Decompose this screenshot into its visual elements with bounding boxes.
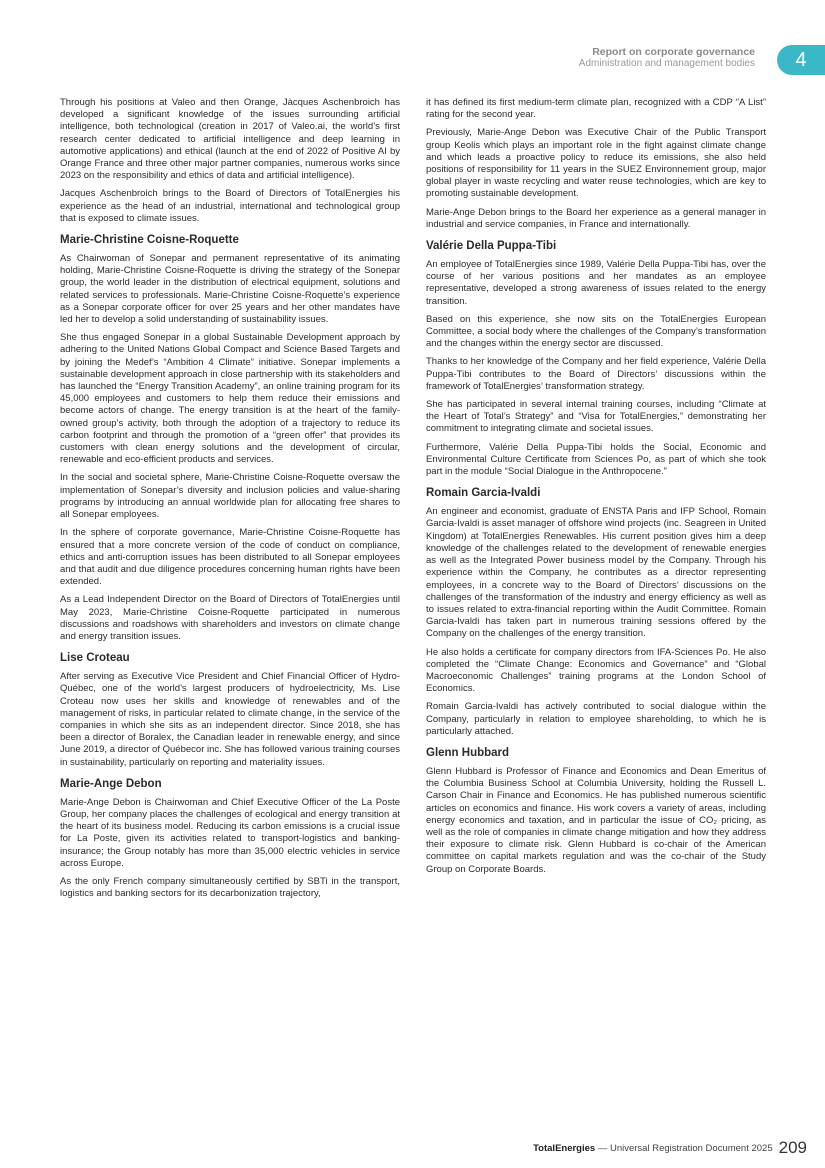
paragraph: Glenn Hubbard is Professor of Finance and Economics and Dean Emeritus of the Columbia Business School at Columbia University, holding the Russell L. Carson Chair in Finance and Economics. He has published numerous scientific articles on economics and finance. His work covers a variety of areas, including energy economics and taxation, and in particular the issue of CO₂ pricing, as well as the role of companies in climate change mitigation and how they address their exposure to climate risk. Glenn Hubbard is co-chair of the American committee on capital markets regulation and was the co-chair of the Study Group on Corporate Boards. (426, 765, 766, 875)
paragraph: it has defined its first medium-term climate plan, recognized with a CDP “A List” rating for the second year. (426, 97, 766, 121)
paragraph: In the sphere of corporate governance, Marie-Christine Coisne-Roquette has ensured that a more concrete version of the code of conduct on compliance, ethics and anti-corruption issues has been distributed to all Sonepar employees and that audit and due diligence procedures concerning human rights have been extended. (60, 527, 400, 588)
paragraph: Previously, Marie-Ange Debon was Executive Chair of the Public Transport group Keolis which plays an important role in the fight against climate change and which leads a proactive policy to reduce its emissions, she also held positions of responsibility for 11 years in the SUEZ Environnement group, major global player in waste recycling and water reuse technologies, which are key to promoting sustainable development. (426, 127, 766, 200)
chapter-tab: 4 (777, 45, 825, 75)
page-header (579, 46, 755, 70)
paragraph: He also holds a certificate for company directors from IFA-Sciences Po. He also completed the “Climate Change: Economics and Governance” and “Global Macroeconomic Challenges” training programs at the London School of Economics. (426, 646, 766, 695)
paragraph: An employee of TotalEnergies since 1989, Valérie Della Puppa-Tibi has, over the course of her various positions and her mandates as an employee representative, developed a strong awareness of issues related to the energy transition. (426, 259, 766, 307)
paragraph: Furthermore, Valérie Della Puppa-Tibi holds the Social, Economic and Environmental Culture Certificate from Sciences Po, as part of which she took part in the module “Social Dialogue in the Anthropocene.” (426, 441, 766, 478)
section-heading: Marie-Ange Debon (60, 777, 162, 790)
paragraph: Jacques Aschenbroich brings to the Board of Directors of TotalEnergies his experience as the head of an industrial, international and technological group that is exposed to climate issues. (60, 188, 400, 224)
paragraph: Through his positions at Valeo and then Orange, Jàcques Aschenbroich has developed a significant knowledge of the issues surrounding artificial intelligence, both technological (creation in 2017 of Valeo.ai, the world’s first research center dedicated to artificial intelligence and deep learning in automotive applications) and ethical (launch at the end of 2022 of Positive AI by Orange France and three other major partner companies, numerous works since 2023 on the responsibility and ethics of data and artificial intelligence). (60, 97, 400, 182)
section-heading: Lise Croteau (60, 652, 130, 665)
section-subtitle: Administration and management bodies (578, 58, 755, 69)
left-column (60, 97, 400, 906)
paragraph: As the only French company simultaneously certified by SBTi in the transport, logistics and banking sectors for its decarbonization trajectory, (60, 875, 400, 900)
page-number: 209 (778, 1138, 807, 1157)
section-heading: Romain Garcia-Ivaldi (426, 487, 541, 500)
right-column (426, 97, 766, 882)
section-heading: Glenn Hubbard (426, 746, 510, 759)
footer-brand: TotalEnergies (533, 1143, 596, 1154)
paragraph: As a Lead Independent Director on the Board of Directors of TotalEnergies until May 2023, Marie-Christine Coisne-Roquette participated in numerous discussions and roadshows with shareholders and investors on climate change and energy transition issues. (60, 594, 400, 642)
paragraph: She has participated in several internal training courses, including “Climate at the Heart of Total’s Strategy” and “Visa for TotalEnergies,” demonstrating her commitment to integrating climate and societal issues. (426, 399, 766, 435)
paragraph: Romain Garcia-Ivaldi has actively contributed to social dialogue within the Company, particularly in relation to employee shareholding, to which he is particularly attached. (426, 701, 766, 737)
section-heading: Valérie Della Puppa-Tibi (426, 240, 557, 253)
paragraph: Based on this experience, she now sits on the TotalEnergies European Committee, a social body where the challenges of the Company’s transformation and the changes within the energy sector are discussed. (426, 313, 766, 350)
paragraph: Marie-Ange Debon is Chairwoman and Chief Executive Officer of the La Poste Group, her company places the challenges of ecological and energy transition at the heart of its business model. Reducing its carbon emissions is a crucial issue for La Poste, given its activities related to transport-logistics and banking-insurance; the Group notably has more than 35,000 electric vehicles in service across Europe. (60, 796, 400, 869)
section-title: Report on corporate governance (592, 46, 755, 58)
paragraph: Marie-Ange Debon brings to the Board her experience as a general manager in industrial and service companies, in France and internationally. (426, 206, 766, 230)
paragraph: After serving as Executive Vice President and Chief Financial Officer of Hydro-Québec, one of the world’s largest producers of hydroelectricity, Ms. Lise Croteau now uses her skills and knowledge of renewables and of the management of risks, in particular related to climate change, in the service of the companies in which she sits as an independent director. Since 2018, she has been a director of Boralex, the Canadian leader in renewable energy, and since June 2019, a director of Québecor inc. She has followed various training courses in sustainability, particularly on reporting and materiality issues. (60, 671, 400, 768)
paragraph: In the social and societal sphere, Marie-Christine Coisne-Roquette oversaw the implementation of Sonepar’s diversity and inclusion policies and value-sharing programs by introducing an annual worldwide plan for allocating free shares to all Sonepar employees. (60, 472, 400, 521)
section-heading: Marie-Christine Coisne-Roquette (60, 234, 239, 247)
page-footer (533, 1138, 807, 1158)
paragraph: As Chairwoman of Sonepar and permanent representative of its animating holding, Marie-Christine Coisne-Roquette is driving the strategy of the Sonepar group, the world leader in the distribution of electrical equipment, solutions and related services to professionals. Marie-Christine Coisne-Roquette’s experience as a Sonepar corporate officer for over 25 years and her other mandates have led her to develop a solid understanding of sustainability issues. (60, 253, 400, 326)
paragraph: She thus engaged Sonepar in a global Sustainable Development approach by adhering to the United Nations Global Compact and Science Based Targets and by joining the Medef’s “Ambition 4 Climate” initiative. Sonepar implements a sustainable development approach in close partnership with its stakeholders and has launched the “Energy Transition Academy”, an online training program for its 45,000 employees and customers to help them reduce their emissions and become actors of change. The energy transition is at the heart of the family-owned group’s activity, both through the adoption of a trajectory to reduce its carbon footprint and through the promotion of a “green offer” that provides its customers with clean energy solutions and the development of circular, renewable and eco-efficient products and services. (60, 332, 400, 466)
paragraph: Thanks to her knowledge of the Company and her field experience, Valérie Della Puppa-Tibi contributes to the Board of Directors’ discussions within the framework of TotalEnergies’ transformation strategy. (426, 356, 766, 392)
footer-document-title: — Universal Registration Document 2025 (595, 1143, 773, 1154)
paragraph: An engineer and economist, graduate of ENSTA Paris and IFP School, Romain Garcia-Ivaldi is asset manager of offshore wind projects (inc. Seagreen in United Kingdom) at TotalEnergies Renewables. His current position gives him a deep knowledge of the challenges related to the development of renewable energies as well as the Integrated Power business model by the Company. Through his experience within the Company, he contributes as a director representing employees, in a concrete way to the Board of Directors’ discussions on the challenges of the transformation of the industry and energy efficiency as well as to issues related to extra-financial reporting within the Audit Committee. Romain Garcia-Ivaldi has taken part in numerous training sessions offered by the Company on the challenges of the energy transition. (426, 506, 766, 640)
